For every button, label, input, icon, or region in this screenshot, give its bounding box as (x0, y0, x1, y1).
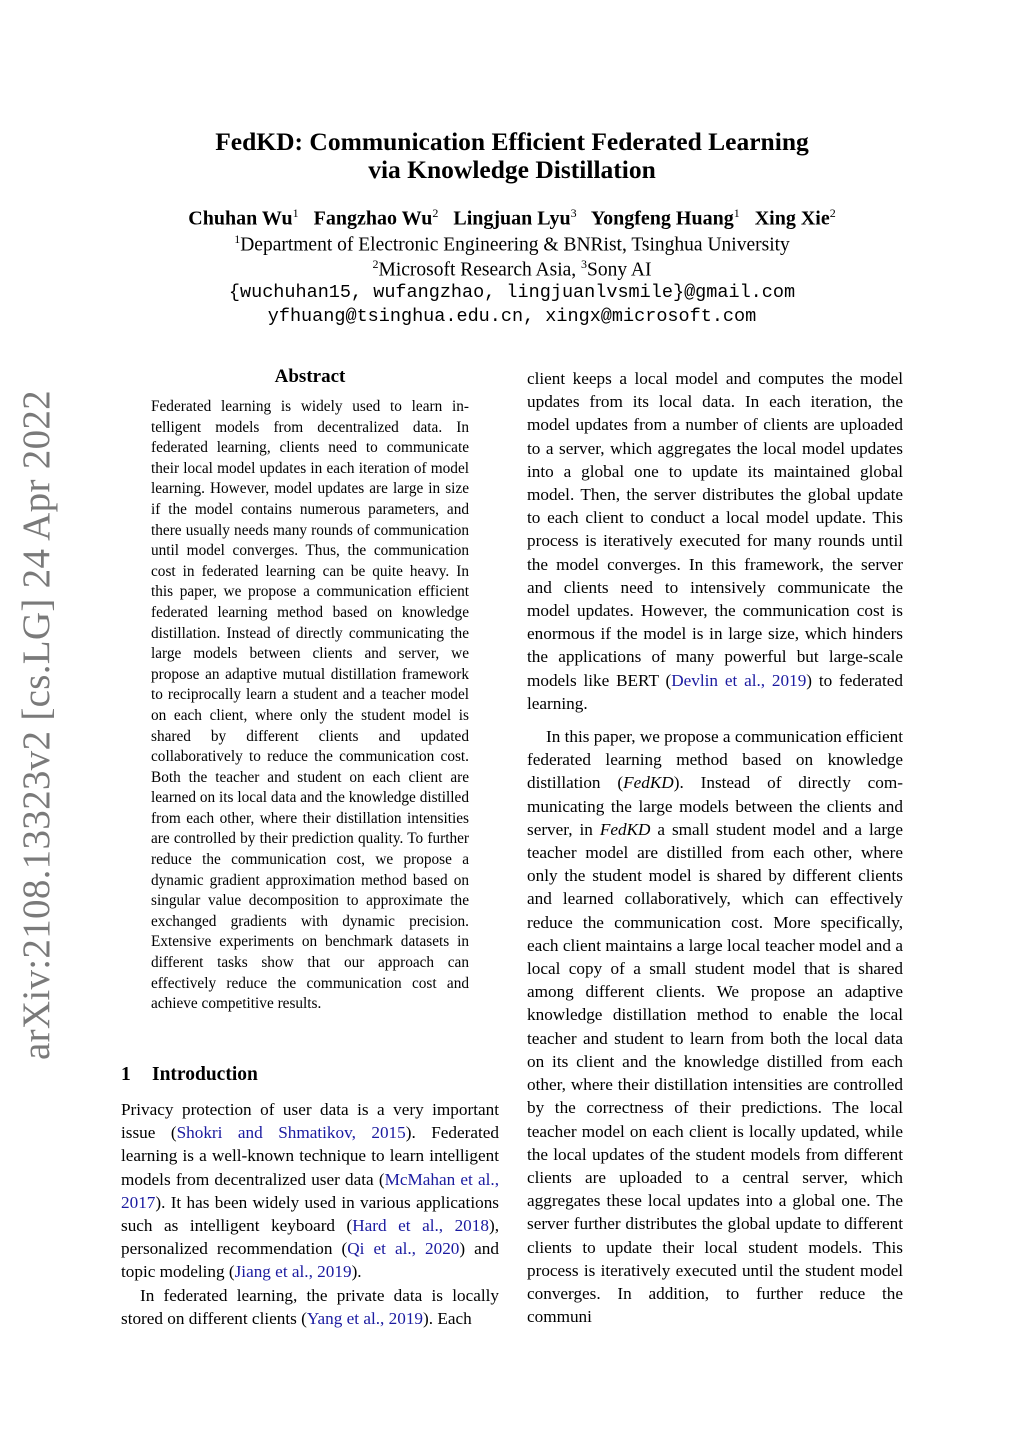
affiliation-mark: 2 (372, 257, 379, 271)
citation-link[interactable]: Qi et al., 2020 (347, 1239, 460, 1259)
section-title: Introduction (152, 1064, 258, 1085)
affiliation-1 (100, 232, 924, 257)
paper-title (140, 128, 884, 184)
author-affiliation-mark: 2 (829, 206, 836, 220)
email-line-2: yfhuang@tsinghua.edu.cn, xingx@microsoft.com (267, 306, 757, 327)
section-heading-introduction (121, 1064, 258, 1086)
author-affiliation-mark: 1 (292, 206, 299, 220)
author-list (100, 206, 924, 231)
citation-link[interactable]: Devlin et al., 2019 (671, 670, 807, 690)
citation-link[interactable]: McMahan et al., 2017 (121, 1169, 499, 1212)
citation-link[interactable]: Jiang et al., 2019 (234, 1262, 352, 1282)
intro-paragraph-2: In federated learning, the private data is locally stored on different clients (Yang et al., 2019). Each (121, 1285, 499, 1328)
author-affiliation-mark: 3 (570, 206, 577, 220)
email-line-1: {wuchuhan15, wufangzhao, lingjuanlvsmile}@gmail.com (228, 282, 796, 303)
title-line-2: via Knowledge Distillation (368, 155, 656, 184)
citation-link[interactable]: Hard et al., 2018 (352, 1216, 489, 1236)
author-affiliation-mark: 2 (432, 206, 439, 220)
left-column-body (121, 1098, 499, 1330)
right-paragraph-1: client keeps a local model and computes the model updates from its local data. In each iteration, the model updates from a number of clients are uploaded to a server, which aggregates the local model updates into a global one to update its maintained global model. Then, the server distributes the global update to each client to conduct a local model update. This process is iteratively executed for many rounds until the model converges. In this framework, the server and clients need to intensively communicate the model updates. However, the communication cost is enormous if the model is in large size, which hinders the applications of many powerful but large-scale models like BERT (Devlin et al., 2019) to federated learning. (527, 369, 903, 713)
intro-paragraph-1: Privacy protection of user data is a very important issue (Shokri and Shmatikov, 2015). Federated learning is a well-known technique to learn intelligent models from decentralized user data (McMahan et al., 2017). It has been widely used in various applications such as intelligent keyboard (Hard et al., 2018), personalized recommendation (Qi et al., 2020) and topic modeling (Jiang et al., 2019). (121, 1100, 499, 1282)
affiliation-text: Microsoft Research Asia, (378, 259, 582, 281)
right-column-body (527, 367, 903, 1328)
citation-link[interactable]: Shokri and Shmatikov, 2015 (176, 1123, 406, 1143)
author-name: Xing Xie (754, 207, 830, 230)
author-name: Fangzhao Wu (313, 207, 433, 230)
abstract-body: Federated learning is widely used to learn intelligent models from decentralized data. In federated learning, clients need to communicate their local model updates in each iteration of model learning. However, model updates are large in size if the model contains numerous parameters, and there usually needs many rounds of communication until model converges. Thus, the communication cost in federated learning can be quite heavy. In this paper, we propose a communication efficient federated learning method based on knowledge distillation. Instead of directly communicating the large models between clients and server, we propose an adaptive mutual distillation framework to reciprocally learn a student and a teacher model on each client, where only the student model is shared by different clients and updated collaboratively to reduce the communication cost. Both the teacher and student on each client are learned on its local data and the knowledge distilled from each other, where their distillation intensities are controlled by their prediction quality. To further reduce the communication cost, we propose a dynamic gradient approximation method based on singular value decomposition to approximate the exchanged gradients with dynamic precision. Extensive experiments on benchmark datasets in different tasks show that our approach can effectively reduce the communication cost and achieve competitive results. (151, 398, 469, 1013)
affiliation-mark: 3 (581, 257, 588, 271)
affiliation-text: Department of Electronic Engineering & BNRist, Tsinghua University (240, 234, 790, 256)
arxiv-identifier: arXiv:2108.13323v2 [cs.LG] 24 Apr 2022 (15, 390, 58, 1060)
citation-link[interactable]: Yang et al., 2019 (306, 1308, 424, 1328)
author-name: Lingjuan Lyu (453, 207, 571, 230)
author-name: Yongfeng Huang (590, 207, 734, 230)
method-name: FedKD (623, 773, 674, 793)
affiliation-text: Sony AI (587, 259, 652, 281)
author-affiliation-mark: 1 (733, 206, 740, 220)
author-name: Chuhan Wu (188, 207, 293, 230)
section-number: 1 (121, 1064, 131, 1085)
right-paragraph-2: In this paper, we propose a communication efficient federated learning method based on knowledge distillation (FedKD). Instead of directly communicating the large models between the clients and server, in FedKD a small student model and a large teacher model are distilled from each other, where only the student model is shared by different clients and learned collaboratively, which can effectively reduce the communication cost. More specifically, each client maintains a large local teacher model and a local copy of a small student model that is shared among different clients. We propose an adaptive knowledge distillation method to enable the local teacher and student to learn from both the local data on its client and the knowledge distilled from each other, where their distillation intensities are controlled by the correctness of their predictions. The local teacher model on each client is locally updated, while the local updates of the student models from different clients are uploaded to a central server, which aggregates these local updates into a global one. The server further distributes the global update to different clients to update their local student models. This process is iteratively executed until the student model converges. In addition, to further reduce the communi (527, 727, 903, 1327)
title-line-1: FedKD: Communication Efficient Federated Learning (215, 127, 809, 156)
affiliation-2 (100, 257, 924, 282)
method-name: FedKD (599, 819, 651, 839)
abstract-heading: Abstract (274, 366, 346, 387)
affiliation-mark: 1 (234, 232, 241, 246)
